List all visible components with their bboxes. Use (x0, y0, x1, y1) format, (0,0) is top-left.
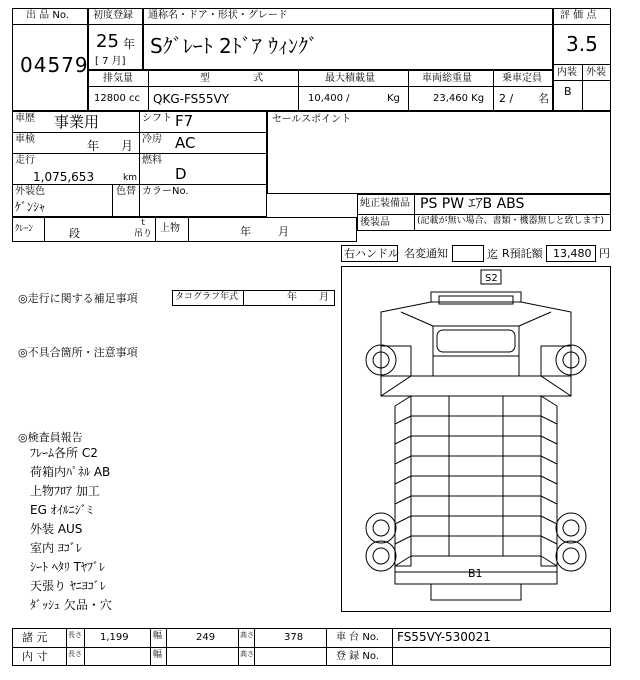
history-value: 事業用 (54, 113, 100, 131)
crane-row (12, 217, 357, 242)
inspector-line: ｼｰﾄ ﾍﾀﾘ Tﾔﾌﾞﾚ (30, 560, 105, 574)
model-value: QKG-FS55VY (153, 92, 230, 106)
defects-title: ◎不具合箇所・注意事項 (18, 346, 138, 359)
inspector-line: ﾀﾞｯｼｭ 欠品・穴 (30, 598, 112, 612)
rating-label: 評 価 点 (560, 10, 597, 21)
inspector-line: ﾌﾚｰﾑ各所 C2 (30, 446, 98, 460)
name-change-label: 名変通知 (404, 247, 448, 260)
rating-value: 3.5 (566, 32, 598, 56)
model-label: 型 式 (200, 73, 264, 84)
loaded-month-unit: 月 (278, 225, 289, 238)
first-reg-year: 25 (96, 31, 119, 52)
capacity-label: 乗車定員 (502, 73, 542, 84)
lot-label: 出 品 No. (26, 10, 69, 21)
inspector-line: 室内 ﾖｺﾞﾚ (30, 541, 82, 555)
year-suffix: 年 (123, 37, 136, 51)
loaded-year-unit: 年 (240, 225, 251, 238)
gross-weight-value: 23,460 Kg (433, 93, 485, 104)
front-mark: S2 (485, 273, 498, 284)
history-label: 車歴 (15, 113, 35, 124)
inner-length-label: 長さ (68, 650, 82, 658)
inspector-line: EG ｵｲﾙﾆｼﾞﾐ (30, 503, 93, 517)
tacho-month-unit: 月 (319, 292, 329, 303)
dimensions-label: 諸 元 (22, 631, 48, 644)
max-load-label: 最大積載量 (325, 73, 375, 84)
color-no-label: 色替 (116, 186, 136, 197)
height-label: 高さ (240, 631, 254, 639)
capacity-unit: 名 (538, 92, 549, 105)
equipment-value: PS PW ｴｱB ABS (420, 196, 525, 212)
inspector-line: 天張り ﾔﾆﾖｺﾞﾚ (30, 579, 106, 593)
inspection-month-unit: 月 (121, 139, 134, 153)
inspector-line: 上物ﾌﾛｱ 加工 (30, 484, 100, 498)
equipment-label: 純正装備品 (360, 198, 410, 209)
rear-mark: B1 (468, 567, 483, 580)
recycle-label: 迄 (487, 248, 498, 261)
inspection-year-unit: 年 (87, 139, 100, 153)
truck-diagram (341, 266, 611, 612)
gross-weight-label: 車両総重量 (422, 73, 472, 84)
interior-label: 内装 (557, 67, 577, 78)
shift-value: F7 (175, 112, 194, 130)
crane-stage-unit: 段 (69, 227, 80, 240)
aircon-value: AC (175, 134, 196, 152)
aftermarket-note: (記載が無い場合、書類・機器無しと致します) (417, 216, 605, 226)
max-load-unit: Kg (387, 93, 400, 104)
inspector-line: 外装 AUS (30, 522, 83, 536)
length-label: 長さ (68, 631, 82, 639)
recycle-deposit-value: 13,480 (553, 247, 592, 260)
lot-number: 04579 (20, 53, 89, 77)
fuel-value: D (175, 165, 187, 183)
displacement-value: 12800 cc (94, 93, 140, 104)
recycle-deposit-label: R預託額 (502, 247, 543, 260)
running-notes-title: ◎走行に関する補足事項 (18, 292, 138, 305)
chassis-value: FS55VY-530021 (397, 630, 491, 644)
inner-height-label: 高さ (240, 650, 254, 658)
registration-label: 登 録 No. (336, 651, 379, 662)
loaded-label: 上物 (160, 223, 180, 234)
inspector-title: ◎検査員報告 (18, 431, 83, 444)
mileage-unit: km (123, 173, 137, 183)
aftermarket-label: 後装品 (360, 217, 390, 228)
yen-unit: 円 (599, 247, 610, 260)
tachograph-label: タコグラフ年式 (175, 292, 239, 302)
tacho-year-unit: 年 (287, 292, 297, 303)
fuel-label: 燃料 (142, 155, 162, 166)
shift-label: シフト (142, 113, 172, 124)
crane-hang-unit: 吊り (134, 229, 153, 239)
vehicle-name: Sｸﾞﾚｰﾄ 2ﾄﾞｱ ｳｨﾝｸﾞ (150, 34, 319, 58)
first-reg-month: [ 7 月] (95, 56, 126, 67)
first-reg-label: 初度登録 (93, 10, 133, 21)
mileage-value: 1,075,653 (33, 170, 95, 184)
capacity-value: 2 / (499, 92, 514, 105)
exterior-color-value: ｹﾞﾝｼｬ (15, 200, 46, 214)
chassis-label: 車 台 No. (336, 632, 379, 643)
crane-label: ｸﾚｰﾝ (15, 224, 34, 234)
crane-capacity-unit: ｔ (139, 218, 149, 228)
inner-width-label: 幅 (153, 650, 163, 660)
width-value: 249 (196, 632, 216, 643)
max-load-value: 10,400 / (308, 93, 350, 104)
sales-point-label: セールスポイント (272, 114, 352, 125)
width-label: 幅 (153, 631, 163, 641)
color-code-label: カラーNo. (142, 186, 189, 197)
mileage-label: 走行 (15, 155, 35, 166)
height-value: 378 (284, 632, 304, 643)
length-value: 1,199 (100, 632, 129, 643)
name-change-box (452, 245, 484, 262)
aircon-label: 冷房 (142, 134, 162, 145)
inspection-label: 車検 (15, 134, 35, 145)
exterior-color-label: 外装色 (15, 186, 45, 197)
displacement-label: 排気量 (103, 73, 133, 84)
exterior-label: 外装 (586, 67, 606, 78)
inner-label: 内 寸 (22, 650, 48, 663)
rhd-label: 右ハンドル (344, 247, 399, 260)
name-header: 通称名・ドア・形状・グレード (148, 10, 288, 21)
interior-grade: B (564, 85, 572, 98)
inspector-line: 荷箱内ﾊﾟﾈﾙ AB (30, 465, 111, 479)
